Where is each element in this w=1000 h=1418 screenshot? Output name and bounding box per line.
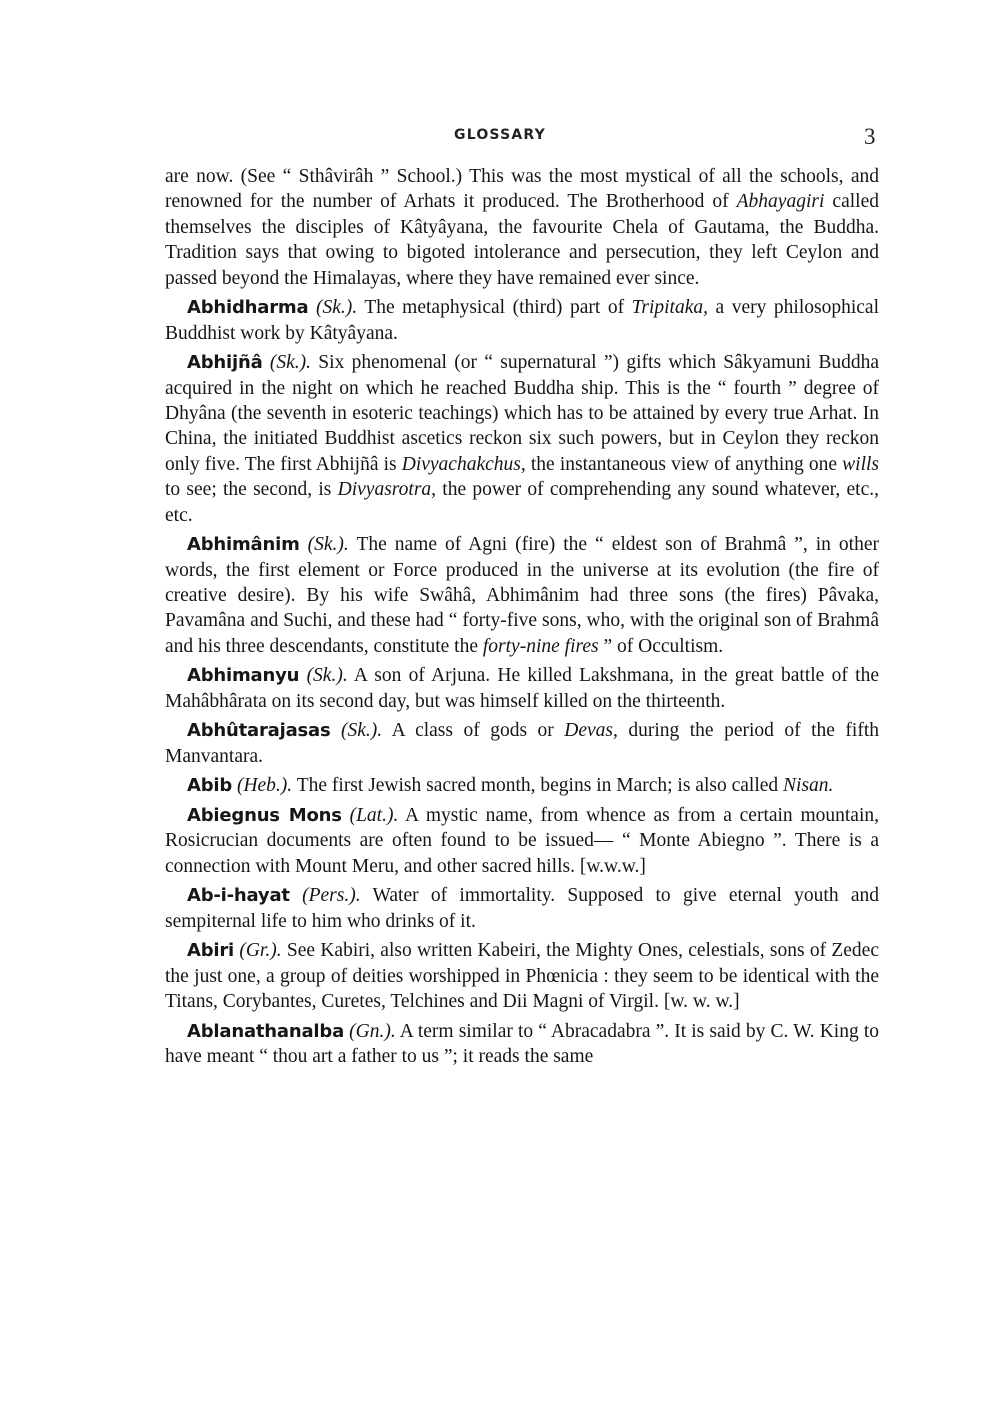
entry-term: Abhûtarajasas: [187, 720, 331, 742]
entry-language: (Sk.).: [307, 534, 349, 556]
entry-term: Abhijñâ: [187, 352, 263, 374]
entry-abhimanyu: Abhimanyu (Sk.). A son of Arjuna. He killed Lakshmana, in the great battle of the Mahâbhârata on its second day, but was himself killed on the thirteenth.: [165, 665, 879, 712]
entry-term: Abiri: [187, 940, 235, 962]
entry-abhimanim: Abhimânim (Sk.). The name of Agni (fire) the “ eldest son of Brahmâ ”, in other words, the first element or Force produced in the universe at its evolution (the fire of creative desire). By his wife Swâhâ, Abhimânim had three sons (the fires) Pâvaka, Pavamâna and Suchi, and these had “ forty-five sons, who, with the original son of Brahmâ and his three descendants, constitute the forty-nine fires ” of Occultism.: [165, 534, 879, 657]
entry-language: (Gr.).: [239, 940, 282, 962]
entry-abiri: Abiri (Gr.). See Kabiri, also written Kabeiri, the Mighty Ones, celestials, sons of Zedec the just one, a group of deities worshipped in Phœnicia : they seem to be identical with the Titans, Corybantes, Curetes, Telchines and Dii Magni of Virgil. [w. w. w.]: [165, 940, 879, 1013]
entry-language: (Heb.).: [236, 775, 293, 797]
entry-term: Abhimânim: [187, 534, 300, 556]
entry-ablanathanalba: Ablanathanalba (Gn.). A term similar to “ Abracadabra ”. It is said by C. W. King to have meant “ thou art a father to us ”; it reads the same: [165, 1020, 879, 1068]
entry-language: (Sk.).: [269, 352, 311, 374]
entry-abib: Abib (Heb.). The first Jewish sacred month, begins in March; is also called Nisan.: [187, 775, 834, 797]
entry-abhidharma: Abhidharma (Sk.). The metaphysical (third) part of Tripitaka, a very philosophical Buddhist work by Kâtyâyana.: [165, 297, 880, 344]
continued-paragraph: are now. (See “ Sthâvirâh ” School.) This was the most mystical of all the schools, and renowned for the number of Arhats it produced. The Brotherhood of Abhayagiri called themselves the disciples of Kâtyâyana, the favourite Chela of Gautama, the Buddha. Tradition says that owing to bigoted intolerance and persecution, they left Ceylon and passed beyond the Himalayas, where they have remained ever since.: [165, 166, 879, 289]
entry-language: (Gn.).: [349, 1020, 396, 1042]
entry-term: Abhidharma: [187, 297, 309, 319]
entry-abhutarajasas: Abhûtarajasas (Sk.). A class of gods or Devas, during the period of the fifth Manvantara.: [165, 720, 879, 767]
running-title: GLOSSARY: [454, 127, 546, 143]
entry-term: Abib: [187, 775, 233, 797]
entry-abiegnus-mons: Abiegnus Mons (Lat.). A mystic name, from whence as from a certain mountain, Rosicrucian documents are often found to be issued— “ Monte Abiegno ”. There is a connection with Mount Meru, and other sacred hills. [w.w.w.]: [165, 805, 879, 877]
entry-term: Ablanathanalba: [187, 1020, 345, 1042]
glossary-text: [165, 164, 879, 1070]
page-number: 3: [864, 124, 876, 149]
entry-abhijna: Abhijñâ (Sk.). Six phenomenal (or “ supernatural ”) gifts which Sâkyamuni Buddha acquired in the night on which he reached Buddha ship. This is the “ fourth ” degree of Dhyâna (the seventh in esoteric teachings) which has to be attained by every true Arhat. In China, the initiated Buddhist ascetics reckon six such powers, but in Ceylon they reckon only five. The first Abhijñâ is Divyachakchus, the instantaneous view of anything one wills to see; the second, is Divyasrotra, the power of comprehending any sound whatever, etc., etc.: [165, 352, 879, 526]
entry-language: (Sk.).: [315, 297, 358, 319]
entry-term: Abiegnus Mons: [187, 805, 342, 827]
entry-language: (Lat.).: [349, 805, 399, 827]
entry-ab-i-hayat: Ab-i-hayat (Pers.). Water of immortality. Supposed to give eternal youth and sempiternal life to him who drinks of it.: [165, 885, 880, 932]
entry-term: Ab-i-hayat: [187, 885, 290, 907]
entry-language: (Sk.).: [341, 720, 383, 742]
entry-term: Abhimanyu: [187, 665, 300, 687]
entry-language: (Sk.).: [306, 665, 348, 687]
entry-language: (Pers.).: [302, 885, 361, 907]
